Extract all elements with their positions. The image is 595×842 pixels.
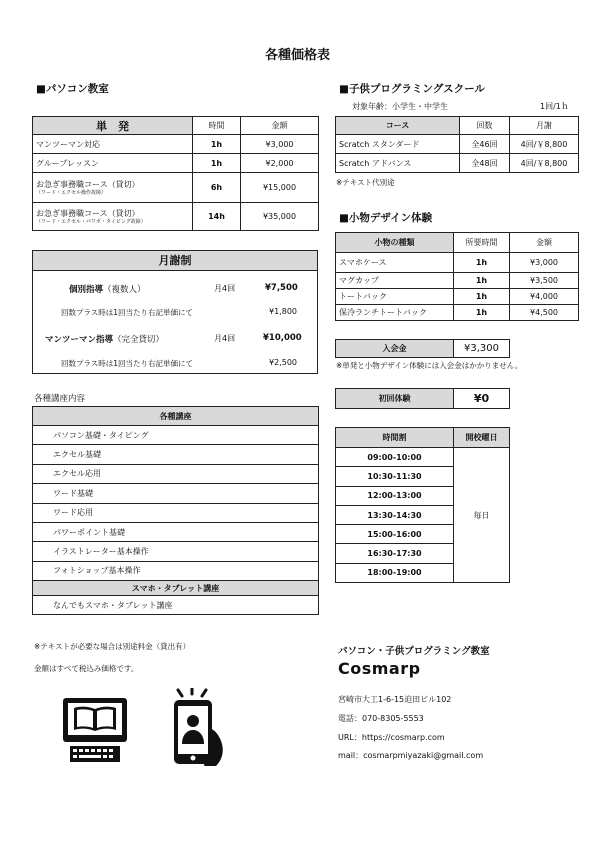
table-row — [33, 154, 319, 173]
plan2-name: マンツーマン指導 — [45, 335, 114, 345]
table-row — [336, 289, 579, 305]
plan2-times: 月4回 — [214, 334, 236, 343]
tanpatsu-table — [32, 116, 319, 231]
list-item — [33, 445, 319, 464]
enroll-note: ※単発と小物デザイン体験には入会金はかかりません。 — [336, 361, 523, 370]
tanpatsu-header: 単 発 — [33, 117, 193, 135]
craft-table — [335, 232, 579, 321]
school-tel: 電話：070-8305-5553 — [338, 714, 424, 723]
list-item — [33, 596, 319, 615]
row-name: お急ぎ事務職コース（貸切） — [36, 180, 140, 189]
kids-per-session: 1回/1ｈ — [540, 102, 569, 111]
table-row — [336, 305, 579, 321]
time-slot: 12:00-13:00 — [336, 486, 454, 505]
course-item: パワーポイント基礎 — [33, 522, 319, 541]
computer-book-icon — [60, 696, 130, 764]
col-time: 所要時間 — [454, 233, 510, 253]
enroll-fee-table — [335, 339, 510, 358]
list-item — [33, 561, 319, 580]
footer-note-1: ※テキストが必要な場合は別途料金（貸出有） — [34, 642, 191, 651]
col-type: 小物の種類 — [336, 233, 454, 253]
monthly-header: 月謝制 — [33, 251, 317, 271]
plan2-extra-price: ¥2,500 — [269, 358, 297, 367]
course-item: パソコン基礎・タイピング — [33, 426, 319, 445]
row-time: 1h — [193, 154, 241, 173]
courses-table — [32, 406, 319, 615]
col-price: 金額 — [510, 233, 579, 253]
plan1-price: ¥7,500 — [265, 283, 298, 293]
row-type: マグカップ — [336, 273, 454, 289]
table-row — [33, 135, 319, 154]
row-price: ¥3,000 — [241, 135, 319, 154]
smartphone-courses-header: スマホ・タブレット講座 — [33, 581, 319, 596]
course-item: エクセル基礎 — [33, 445, 319, 464]
trial-price: ¥0 — [454, 389, 510, 409]
col-monthly: 月謝 — [510, 117, 579, 135]
course-item: ワード基礎 — [33, 484, 319, 503]
list-item — [33, 484, 319, 503]
list-item — [33, 426, 319, 445]
row-type: トートバック — [336, 289, 454, 305]
row-price: ¥3,500 — [510, 273, 579, 289]
col-price: 金額 — [241, 117, 319, 135]
table-row — [33, 203, 319, 231]
plan1-paren: （複数人） — [103, 285, 146, 295]
course-item: フォトショップ基本操作 — [33, 561, 319, 580]
row-price: ¥4,500 — [510, 305, 579, 321]
row-price: ¥4,000 — [510, 289, 579, 305]
kids-table — [335, 116, 579, 173]
table-row — [336, 154, 579, 173]
enroll-price: ¥3,300 — [454, 340, 510, 358]
course-item: ワード応用 — [33, 503, 319, 522]
row-time: 1h — [454, 253, 510, 273]
row-count: 全46回 — [460, 135, 510, 154]
time-slot: 09:00-10:00 — [336, 448, 454, 467]
row-time: 6h — [193, 173, 241, 203]
course-item: なんでもスマホ・タブレット講座 — [33, 596, 319, 615]
table-row — [336, 273, 579, 289]
row-type: 保冷ランチトートバック — [336, 305, 454, 321]
row-sub: （ワード・エクセル操作故障） — [36, 190, 107, 196]
course-item: エクセル応用 — [33, 464, 319, 483]
row-name-cell — [33, 173, 193, 203]
row-price: ¥3,000 — [510, 253, 579, 273]
row-price: ¥35,000 — [241, 203, 319, 231]
plan2-paren: （完全貸切） — [113, 335, 165, 345]
row-name: お急ぎ事務職コース（貸切） — [36, 209, 140, 218]
col-timetable: 時間割 — [336, 428, 454, 448]
school-address: 宮崎市大工1-6-15迫田ビル102 — [338, 695, 452, 704]
plan2-extra: 回数プラス時は1回当たり右記単価にて — [61, 359, 194, 368]
list-item — [33, 464, 319, 483]
plan1-extra: 回数プラス時は1回当たり右記単価にて — [61, 308, 194, 317]
smartphone-user-icon — [168, 688, 230, 768]
row-time: 1h — [454, 273, 510, 289]
row-name: マンツーマン対応 — [33, 135, 193, 154]
footer-note-2: 金額はすべて税込み価格です。 — [34, 664, 139, 673]
col-count: 回数 — [460, 117, 510, 135]
row-name: グループレッスン — [33, 154, 193, 173]
page-title: 各種価格表 — [264, 48, 330, 63]
col-course: コース — [336, 117, 460, 135]
pc-heading: ■パソコン教室 — [36, 83, 109, 95]
plan1-extra-price: ¥1,800 — [269, 307, 297, 316]
time-slot: 16:30-17:30 — [336, 544, 454, 563]
table-row — [336, 448, 510, 467]
row-price: ¥15,000 — [241, 173, 319, 203]
col-open-day: 開校曜日 — [454, 428, 510, 448]
table-row — [336, 253, 579, 273]
row-price: ¥2,000 — [241, 154, 319, 173]
enroll-label: 入会金 — [336, 340, 454, 358]
schedule-table — [335, 427, 510, 583]
row-time: 14h — [193, 203, 241, 231]
trial-table — [335, 388, 510, 409]
plan2-price: ¥10,000 — [263, 333, 302, 343]
row-price: 4回/￥8,800 — [510, 154, 579, 173]
course-item: イラストレーター基本操作 — [33, 542, 319, 561]
row-course: Scratch アドバンス — [336, 154, 460, 173]
plan1-times: 月4回 — [214, 284, 236, 293]
kids-note: ※テキスト代別途 — [336, 178, 395, 187]
table-row — [336, 135, 579, 154]
list-item — [33, 522, 319, 541]
courses-header: 各種講座 — [33, 407, 319, 426]
list-item — [33, 542, 319, 561]
kids-target: 対象年齢：小学生・中学生 — [352, 102, 448, 111]
time-slot: 18:00-19:00 — [336, 563, 454, 582]
row-name-cell — [33, 203, 193, 231]
school-mail: mail：cosmarpmiyazaki@gmail.com — [338, 751, 484, 760]
trial-label: 初回体験 — [336, 389, 454, 409]
list-item — [33, 503, 319, 522]
open-day: 毎日 — [454, 448, 510, 583]
row-time: 1h — [193, 135, 241, 154]
row-count: 全48回 — [460, 154, 510, 173]
school-name: Cosmarp — [338, 659, 421, 678]
col-time: 時間 — [193, 117, 241, 135]
school-url: URL：https://cosmarp.com — [338, 733, 445, 742]
table-row — [33, 173, 319, 203]
school-subtitle: パソコン・子供プログラミング教室 — [338, 646, 490, 657]
plan1-name: 個別指導 — [69, 285, 104, 295]
craft-heading: ■小物デザイン体験 — [339, 212, 433, 224]
courses-label: 各種講座内容 — [34, 394, 86, 404]
row-sub: （ワード・エクセル・パワポ・タイピング故障） — [36, 219, 146, 225]
time-slot: 15:00-16:00 — [336, 525, 454, 544]
row-course: Scratch スタンダード — [336, 135, 460, 154]
row-time: 1h — [454, 305, 510, 321]
row-price: 4回/￥8,800 — [510, 135, 579, 154]
row-time: 1h — [454, 289, 510, 305]
kids-heading: ■子供プログラミングスクール — [339, 83, 485, 95]
monthly-box — [32, 250, 318, 374]
row-type: スマホケース — [336, 253, 454, 273]
time-slot: 13:30-14:30 — [336, 505, 454, 524]
time-slot: 10:30-11:30 — [336, 467, 454, 486]
